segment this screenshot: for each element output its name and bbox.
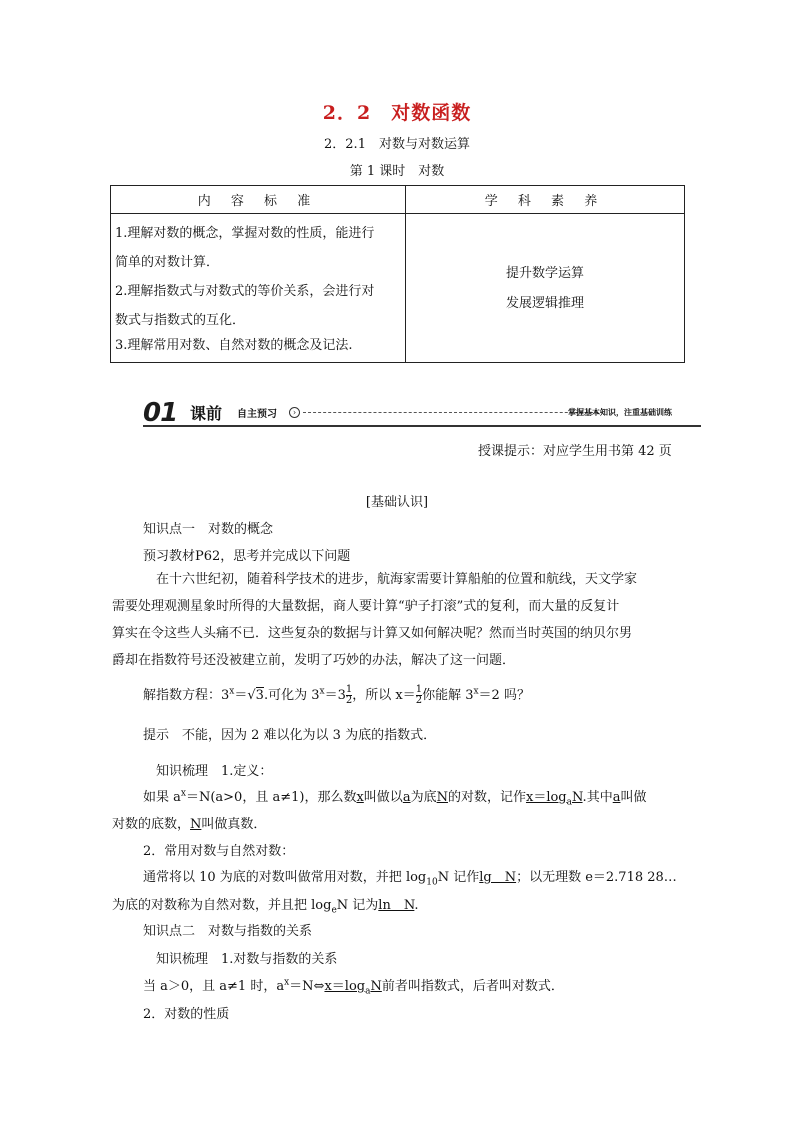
common-log-line-1: 通常将以 10 为底的对数叫做常用对数，并把 $\log_{10}N$ 记作lg N；以无理数 e＝2.718 28… (143, 870, 677, 888)
banner-dashes (303, 412, 603, 413)
standard-line: 2.理解指数式与对数式的等价关系，会进行对 (115, 284, 375, 299)
banner-label: 课前 (190, 404, 223, 423)
common-log-title: 2．常用对数与自然对数： (143, 844, 295, 859)
literacy-line: 发展逻辑推理 (505, 296, 584, 311)
section-banner (143, 398, 701, 426)
kp1-title: 知识点一 对数的概念 (143, 522, 274, 537)
section-heading: [基础认识] (365, 495, 429, 510)
banner-number: 01 (143, 398, 178, 428)
literacy-cell (406, 214, 685, 363)
definition-line-1: 如果 $a^x=N(a>0$，且 a≠1)，那么数x叫做以a为底N的对数，记作$x=\log_aN$.其中a叫做 (143, 788, 647, 808)
banner-sub: 自主预习 (237, 409, 277, 420)
review-title: 知识梳理 1.定义： (156, 764, 273, 779)
section-subtitle: 2．2.1 对数与对数运算 (324, 137, 470, 152)
definition-line-2: 对数的底数，N叫做真数． (112, 817, 267, 832)
standard-line: 简单的对数计算． (115, 255, 220, 270)
kp1-hint: 提示 不能，因为 2 难以化为以 3 为底的指数式． (143, 728, 437, 743)
kp1-preview: 预习教材P62，思考并完成以下问题 (143, 549, 351, 564)
banner-underline (143, 425, 701, 427)
story-line: 爵却在指数符号还没被建立前，发明了巧妙的办法，解决了这一问题． (112, 653, 516, 668)
standard-line: 数式与指数式的互化． (115, 313, 246, 328)
page-title: 2．2 对数函数 (322, 102, 472, 124)
relation-line: 当 a＞0，且 a≠1 时，$a^x=N\Leftrightarrow x=\log_aN$前者叫指数式，后者叫对数式． (143, 977, 564, 997)
literacy-line: 提升数学运算 (505, 266, 584, 281)
banner-hint: 掌握基本知识，注重基础训练 (568, 407, 672, 417)
teaching-hint: 授课提示：对应学生用书第 42 页 (478, 444, 672, 459)
story-line: 算实在令这些人头痛不已．这些复杂的数据与计算又如何解决呢？然而当时英国的纳贝尔男 (112, 626, 633, 641)
story-line: 在十六世纪初，随着科学技术的进步，航海家需要计算船舶的位置和航线，天文学家 (156, 572, 638, 587)
standards-table (110, 185, 685, 363)
kp2-review: 知识梳理 1.对数与指数的关系 (156, 952, 338, 967)
header-content-standard: 内 容 标 准 (111, 186, 406, 214)
header-literacy: 学 科 素 养 (406, 186, 685, 214)
lesson-title: 第 1 课时 对数 (349, 164, 445, 179)
content-standard-cell (111, 214, 406, 363)
kp1-question: 解指数方程：$3^x=√3$.可化为 $3^x=3$ $\frac{1}{2}$ ，所以 x＝ $\frac{1}{2}$ 你能解 $3^x=2$ 吗？ (143, 684, 530, 706)
arrow-circle-icon: › (289, 407, 300, 418)
standard-line: 3.理解常用对数、自然对数的概念及记法. (115, 338, 353, 353)
standard-line: 1.理解对数的概念，掌握对数的性质，能进行 (115, 226, 375, 241)
story-line: 需要处理观测星象时所得的大量数据，商人要计算“驴子打滚”式的复利，而大量的反复计 (112, 599, 620, 614)
common-log-line-2: 为底的对数称为自然对数，并且把 $\log_eN$ 记为ln N. (112, 898, 419, 916)
properties-title: 2．对数的性质 (143, 1007, 230, 1022)
kp2-title: 知识点二 对数与指数的关系 (143, 924, 313, 939)
